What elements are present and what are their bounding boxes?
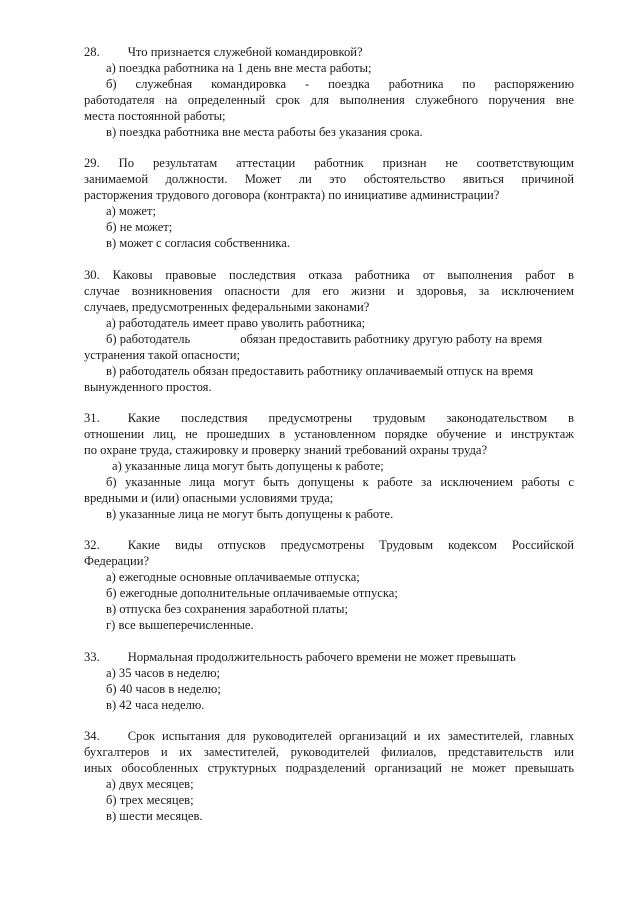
question-34: 34. Срок испытания для руководителей организаций и их заместителей, главных бухгалтеров и их заместителей, руководителей филиалов, представительств или иных обособленных структурных подразделений организаций не может превышать а) двух месяцев; б) трех месяцев; в) шести месяцев.	[84, 729, 574, 823]
question-number: 31.	[84, 411, 100, 425]
option-a: а) двух месяцев;	[106, 777, 194, 791]
question-32: 32. Какие виды отпусков предусмотрены Трудовым кодексом Российской Федерации? а) ежегодные основные оплачиваемые отпуска; б) ежегодные дополнительные оплачиваемые отпуска; в) отпуска без сохранения заработной платы; г) все вышеперечисленные.	[84, 538, 574, 632]
question-28	[84, 44, 574, 140]
question-30: 30. Каковы правовые последствия отказа работника от выполнения работ в случае возникновения опасности для его жизни и здоровья, за исключением случаев, предусмотренных федеральными законами? а) работодатель имеет право уволить работника; б) работодатель обязан предоставить работнику другую работу на время устранения такой опасности; в) работодатель обязан предоставить работнику оплачиваемый отпуск на время вынужденного простоя.	[84, 268, 574, 394]
option-b: б) ежегодные дополнительные оплачиваемые отпуска;	[106, 586, 398, 600]
option-a: а) поездка работника на 1 день вне места работы;	[106, 61, 372, 75]
option-b: б) работодатель обязан предоставить работнику другую работу на время	[106, 332, 543, 346]
option-b: б) трех месяцев;	[106, 793, 194, 807]
option-b-cont: места постоянной работы;	[84, 109, 226, 123]
option-b-cont: устранения такой опасности;	[84, 348, 240, 362]
question-number: 29.	[84, 156, 100, 170]
question-text: 28. Что признается служебной командировкой?	[84, 45, 363, 59]
question-number: 34.	[84, 729, 100, 743]
option-b-cont: работодателя на определенный срок для выполнения служебного поручения вне	[84, 93, 574, 107]
option-v-cont: вынужденного простоя.	[84, 380, 212, 394]
option-b: б) не может;	[106, 220, 173, 234]
question-number: 30.	[84, 268, 100, 282]
option-b: б) указанные лица могут быть допущены к работе за исключением работы с	[106, 475, 574, 489]
option-v: в) указанные лица не могут быть допущены к работе.	[106, 507, 394, 521]
question-text: 34. Срок испытания для руководителей организаций и их заместителей, главных	[84, 729, 574, 743]
question-text: 31. Какие последствия предусмотрены трудовым законодательством в	[84, 411, 574, 425]
option-v: в) поездка работника вне места работы без указания срока.	[106, 125, 423, 139]
question-text: 30. Каковы правовые последствия отказа работника от выполнения работ в	[84, 268, 574, 282]
question-29: 29. По результатам аттестации работник признан не соответствующим занимаемой должности. Может ли это обстоятельство явиться причиной расторжения трудового договора (контракта) по инициативе администрации? а) может; б) не может; в) может с согласия собственника.	[84, 156, 574, 250]
option-b: б) служебная командировка - поездка работника по распоряжению	[106, 77, 574, 91]
option-a: а) ежегодные основные оплачиваемые отпуска;	[106, 570, 360, 584]
option-b: б) 40 часов в неделю;	[106, 682, 221, 696]
option-v: в) отпуска без сохранения заработной платы;	[106, 602, 348, 616]
question-text: 29. По результатам аттестации работник признан не соответствующим	[84, 156, 574, 170]
option-v: в) шести месяцев.	[106, 809, 203, 823]
option-a: а) работодатель имеет право уволить работника;	[106, 316, 366, 330]
option-a: а) может;	[106, 204, 157, 218]
question-number: 33.	[84, 650, 100, 664]
question-text: 33. Нормальная продолжительность рабочего времени не может превышать	[84, 650, 516, 664]
option-v: в) 42 часа неделю.	[106, 698, 205, 712]
question-33	[84, 649, 574, 713]
option-v: в) работодатель обязан предоставить работнику оплачиваемый отпуск на время	[106, 364, 534, 378]
option-b-cont: вредными и (или) опасными условиями труда;	[84, 491, 334, 505]
question-text: 32. Какие виды отпусков предусмотрены Трудовым кодексом Российской	[84, 538, 574, 552]
option-a: а) указанные лица могут быть допущены к работе;	[112, 459, 384, 473]
question-31: 31. Какие последствия предусмотрены трудовым законодательством в отношении лиц, не прошедших в установленном порядке обучение и инструктаж по охране труда, стажировку и проверку знаний требований охраны труда? а) указанные лица могут быть допущены к работе; б) указанные лица могут быть допущены к работе за исключением работы с вредными и (или) опасными условиями труда; в) указанные лица не могут быть допущены к работе.	[84, 411, 574, 521]
question-number: 32.	[84, 538, 100, 552]
option-a: а) 35 часов в неделю;	[106, 666, 221, 680]
option-g: г) все вышеперечисленные.	[106, 618, 254, 632]
question-number: 28.	[84, 45, 100, 59]
option-v: в) может с согласия собственника.	[106, 236, 291, 250]
